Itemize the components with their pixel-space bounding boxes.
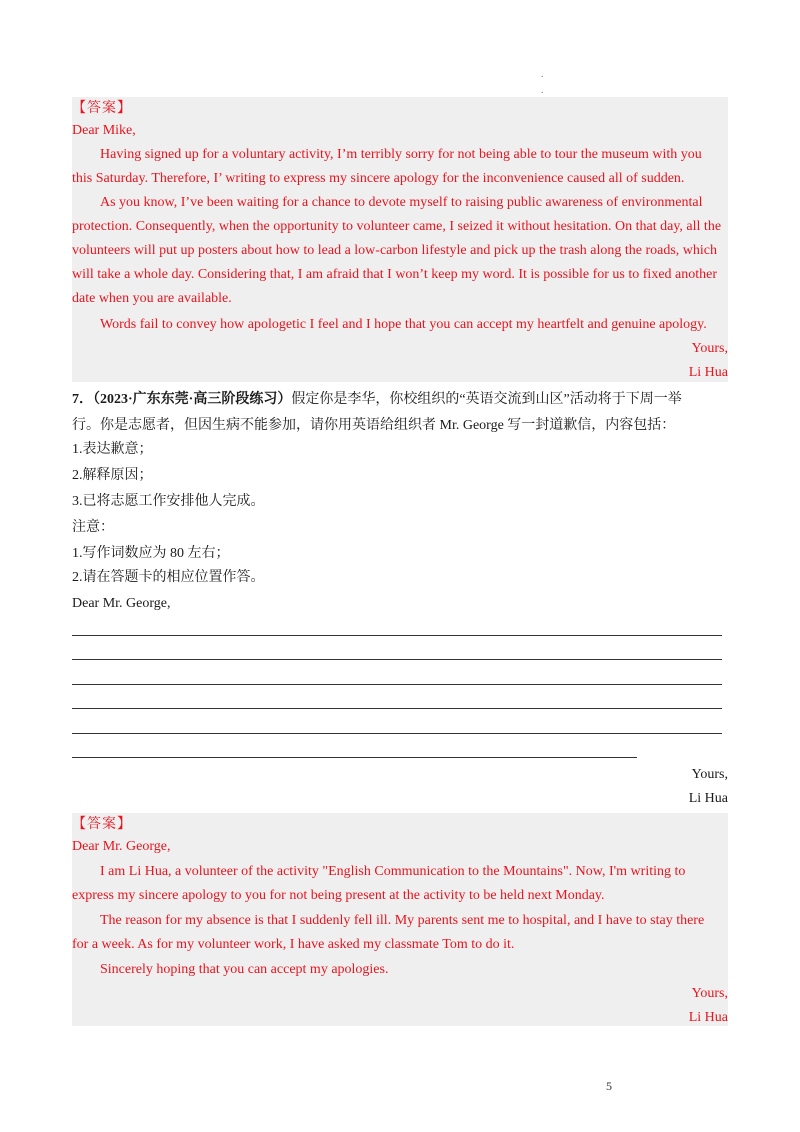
page-number: 5 — [606, 1079, 612, 1093]
writing-line[interactable] — [72, 708, 722, 709]
letter-signature: Li Hua — [688, 1010, 728, 1025]
question-prompt-line: 行。你是志愿者，但因生病不能参加，请你用英语给组织者 Mr. George 写一封道歉信，内容包括： — [72, 418, 676, 433]
letter-line: Words fail to convey how apologetic I feel and I hope that you can accept my heartfelt and genuine apology. — [100, 317, 707, 332]
header-dot: . — [541, 69, 544, 80]
letter-line: As you know, I’ve been waiting for a chance to devote myself to raising public awareness of environmental — [100, 195, 703, 210]
letter-line: express my sincere apology to you for not being present at the activity to be held next Monday. — [72, 888, 605, 903]
requirement-item: 1.表达歉意； — [72, 442, 153, 457]
answer-tag: 【答案】 — [72, 817, 132, 832]
letter-line: date when you are available. — [72, 291, 232, 306]
letter-line: for a week. As for my volunteer work, I have asked my classmate Tom to do it. — [72, 937, 515, 952]
letter-line: Sincerely hoping that you can accept my apologies. — [100, 962, 389, 977]
letter-line: volunteers will put up posters about how to lead a low-carbon lifestyle and pick up the trash along the roads, which — [72, 243, 718, 258]
question-7-header — [72, 388, 682, 412]
answer-box-2 — [72, 813, 728, 1026]
letter-line: Having signed up for a voluntary activity, I’m terribly sorry for not being able to tour the museum with you — [100, 147, 702, 162]
letter-closing: Yours, — [691, 767, 728, 782]
answer-tag: 【答案】 — [72, 101, 132, 116]
letter-line: I am Li Hua, a volunteer of the activity "English Communication to the Mountains". Now, I'm writing to — [100, 864, 686, 879]
question-source: （2023·广东东莞·高三阶段练习） — [93, 392, 292, 407]
requirement-item: 3.已将志愿工作安排他人完成。 — [72, 494, 265, 509]
requirement-item: 2.解释原因； — [72, 468, 153, 483]
letter-closing: Yours, — [691, 341, 728, 356]
writing-line[interactable] — [72, 635, 722, 636]
letter-greeting: Dear Mike, — [72, 123, 136, 138]
letter-line: The reason for my absence is that I suddenly fell ill. My parents sent me to hospital, and I have to stay there — [100, 913, 705, 928]
question-prompt: 假定你是李华，你校组织的“英语交流到山区”活动将于下周一举 — [291, 392, 682, 407]
writing-line[interactable] — [72, 757, 637, 758]
letter-line: this Saturday. Therefore, I’ writing to express my sincere apology for the inconvenience caused all of sudden. — [72, 171, 685, 186]
answer-box-1 — [72, 97, 728, 382]
notes-label: 注意： — [72, 520, 114, 535]
note-item: 2.请在答题卡的相应位置作答。 — [72, 570, 265, 585]
writing-line[interactable] — [72, 659, 722, 660]
header-dot: . — [541, 85, 544, 96]
writing-line[interactable] — [72, 684, 722, 685]
letter-signature: Li Hua — [688, 365, 728, 380]
letter-greeting: Dear Mr. George, — [72, 839, 171, 854]
note-item: 1.写作词数应为 80 左右； — [72, 546, 230, 561]
letter-signature: Li Hua — [688, 791, 728, 806]
writing-line[interactable] — [72, 733, 722, 734]
question-number: 7． — [72, 392, 93, 407]
letter-line: will take a whole day. Considering that, I am afraid that I won’t keep my word. It is possible for us to fixed another — [72, 267, 718, 282]
letter-line: protection. Consequently, when the opportunity to volunteer came, I seized it without hesitation. On that day, all the — [72, 219, 722, 234]
letter-closing: Yours, — [691, 986, 728, 1001]
letter-greeting: Dear Mr. George, — [72, 596, 171, 611]
